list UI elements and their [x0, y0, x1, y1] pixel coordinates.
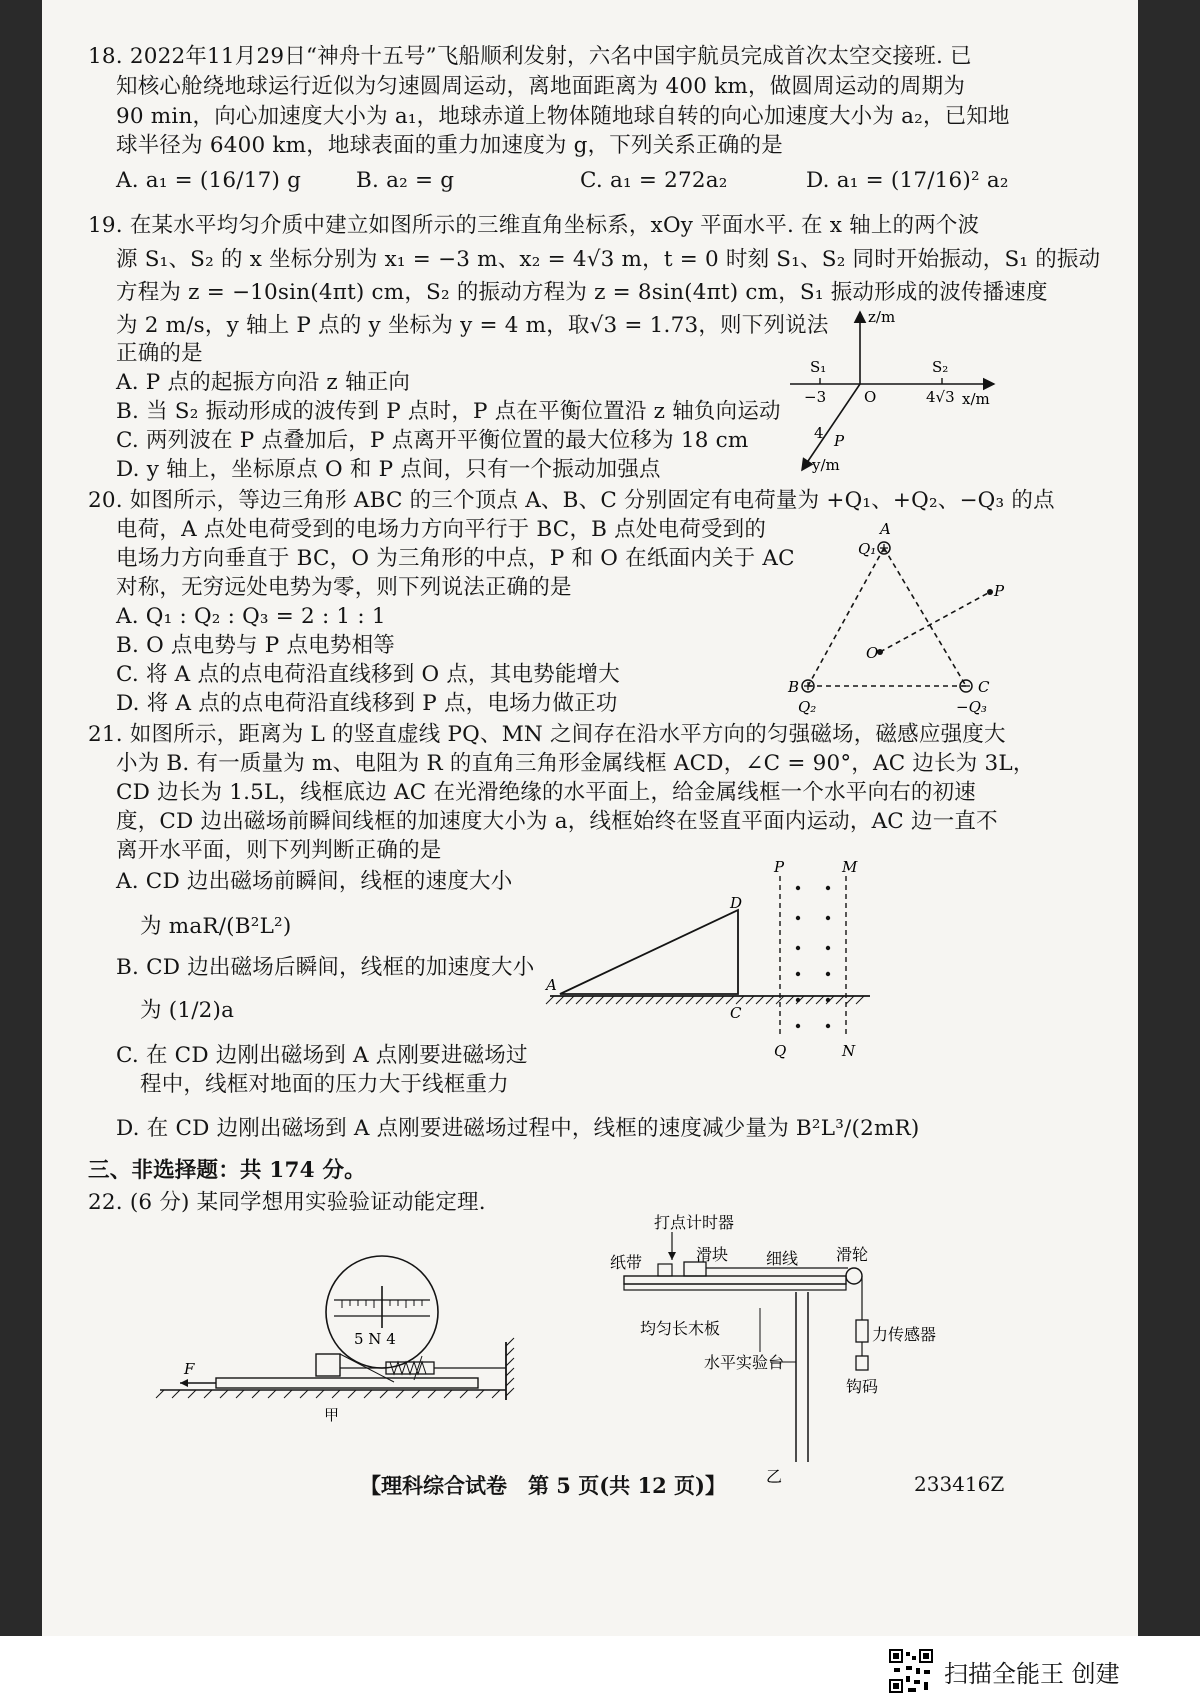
tape-label: 纸带: [610, 1253, 643, 1272]
q18-option-d: D. a₁ = (17/16)² a₂: [806, 168, 1009, 193]
q21-line1: 21. 如图所示，距离为 L 的竖直虚线 PQ、MN 之间存在沿水平方向的匀强磁场，磁感应强度大: [88, 722, 1006, 747]
q21-option-c-line2: 程中，线框对地面的压力大于线框重力: [140, 1072, 509, 1097]
p-point-label: P: [834, 432, 845, 450]
q21-option-a-line2: 为 maR/(B²L²): [140, 914, 292, 939]
point-p-label: P: [994, 582, 1005, 600]
weight-label: 钩码: [846, 1377, 879, 1396]
center-o-label: O: [866, 644, 879, 662]
q3-label: −Q₃: [956, 698, 987, 716]
q19-line2: 源 S₁、S₂ 的 x 坐标分别为 x₁ = −3 m、x₂ = 4√3 m，t = 0 时刻 S₁、S₂ 同时开始振动，S₁ 的振动: [116, 247, 1101, 272]
timer-label: 打点计时器: [654, 1213, 735, 1232]
figure-jia-caption: 甲: [324, 1406, 340, 1424]
q20-line2: 电荷，A 点处电荷受到的电场力方向平行于 BC，B 点处电荷受到的: [116, 517, 767, 542]
table-label: 水平实验台: [704, 1353, 785, 1372]
q20-option-d: D. 将 A 点的点电荷沿直线移到 P 点，电场力做正功: [116, 691, 618, 716]
q19-line4: 为 2 m/s，y 轴上 P 点的 y 坐标为 y = 4 m，取√3 = 1.73，则下列说法: [116, 313, 829, 338]
force-f-label: F: [184, 1360, 195, 1378]
x-axis-label: x/m: [962, 390, 990, 408]
q22-figure-jia: [150, 1250, 530, 1430]
q22-figure-yi: [600, 1212, 980, 1492]
q21-option-d: D. 在 CD 边刚出磁场到 A 点刚要进磁场过程中，线框的速度减少量为 B²L³/(2mR): [116, 1116, 920, 1141]
q1-label: Q₁: [858, 540, 877, 558]
q18-line1: 18. 2022年11月29日“神舟十五号”飞船顺利发射，六名中国宇航员完成首次太空交接班. 已: [88, 44, 972, 69]
page-footer-title: 【理科综合试卷 第 5 页(共 12 页)】: [360, 1473, 726, 1498]
q18-line4: 球半径为 6400 km，地球表面的重力加速度为 g，下列关系正确的是: [116, 133, 783, 158]
q18-option-b: B. a₂ = g: [356, 168, 455, 193]
q20-option-a: A. Q₁ : Q₂ : Q₃ = 2 : 1 : 1: [116, 604, 386, 629]
q21-option-b-line1: B. CD 边出磁场后瞬间，线框的加速度大小: [116, 955, 535, 980]
s2-label: S₂: [932, 358, 949, 376]
vertex-c-label: C: [730, 1004, 742, 1022]
line-p-label: P: [774, 858, 785, 876]
four-root3-label: 4√3: [926, 388, 955, 406]
q19-axes-figure: [780, 300, 1010, 480]
spring-scale-reading: 5 N 4: [354, 1330, 396, 1348]
vertex-a-label: A: [880, 520, 891, 538]
q19-option-d: D. y 轴上，坐标原点 O 和 P 点间，只有一个振动加强点: [116, 457, 661, 482]
q19-line5: 正确的是: [116, 341, 203, 366]
q18-option-a: A. a₁ = (16/17) g: [116, 168, 302, 193]
force-sensor-label: 力传感器: [872, 1325, 937, 1344]
board-label: 均匀长木板: [640, 1319, 721, 1338]
q19-option-b: B. 当 S₂ 振动形成的波传到 P 点时，P 点在平衡位置沿 z 轴负向运动: [116, 399, 781, 424]
q21-option-c-line1: C. 在 CD 边刚出磁场到 A 点刚要进磁场过: [116, 1043, 528, 1068]
q20-option-c: C. 将 A 点的点电荷沿直线移到 O 点，其电势能增大: [116, 662, 620, 687]
minus3-label: −3: [804, 388, 827, 406]
exam-code: 233416Z: [914, 1472, 1005, 1496]
q21-line4: 度，CD 边出磁场前瞬间线框的加速度大小为 a，线框始终在竖直平面内运动，AC 边一直不: [116, 809, 998, 834]
q19-line3: 方程为 z = −10sin(4πt) cm，S₂ 的振动方程为 z = 8sin(4πt) cm，S₁ 振动形成的波传播速度: [116, 280, 1048, 305]
q21-option-a-line1: A. CD 边出磁场前瞬间，线框的速度大小: [116, 869, 513, 894]
section3-heading: 三、非选择题：共 174 分。: [88, 1158, 366, 1183]
origin-label: O: [864, 388, 877, 406]
z-axis-label: z/m: [868, 308, 896, 326]
q21-line2: 小为 B. 有一质量为 m、电阻为 R 的直角三角形金属线框 ACD，∠C = 90°，AC 边长为 3L，: [116, 751, 1035, 776]
figure-yi-caption: 乙: [766, 1467, 783, 1486]
q19-option-a: A. P 点的起振方向沿 z 轴正向: [116, 370, 411, 395]
q20-line3: 电场力方向垂直于 BC，O 为三角形的中点，P 和 O 在纸面内关于 AC: [116, 546, 795, 571]
vertex-a-label: A: [546, 976, 557, 994]
q18-line2: 知核心舱绕地球运行近似为匀速圆周运动，离地面距离为 400 km，做圆周运动的周期为: [116, 74, 966, 99]
q20-triangle-figure: [780, 520, 1010, 720]
q22-line1: 22. (6 分) 某同学想用实验验证动能定理.: [88, 1190, 486, 1215]
vertex-b-label: B: [788, 678, 800, 696]
four-label: 4: [814, 424, 824, 442]
q2-label: Q₂: [798, 698, 817, 716]
pulley-label: 滑轮: [836, 1245, 869, 1264]
scanner-watermark: 扫描全能王 创建: [944, 1660, 1120, 1688]
line-n-label: N: [842, 1042, 856, 1060]
line-q-label: Q: [774, 1042, 787, 1060]
vertex-d-label: D: [730, 894, 743, 912]
q21-line3: CD 边长为 1.5L，线框底边 AC 在光滑绝缘的水平面上，给金属线框一个水平向右的初速: [116, 780, 976, 805]
qr-code-icon: [888, 1648, 934, 1694]
q19-line1: 19. 在某水平均匀介质中建立如图所示的三维直角坐标系，xOy 平面水平. 在 x 轴上的两个波: [88, 213, 980, 238]
q18-option-c: C. a₁ = 272a₂: [580, 168, 728, 193]
line-m-label: M: [842, 858, 858, 876]
q21-magnetic-field-figure: [540, 858, 880, 1068]
y-axis-label: y/m: [812, 456, 840, 474]
q20-line4: 对称，无穷远处电势为零，则下列说法正确的是: [116, 575, 572, 600]
vertex-c-label: C: [978, 678, 990, 696]
q21-line5: 离开水平面，则下列判断正确的是: [116, 838, 442, 863]
q19-option-c: C. 两列波在 P 点叠加后，P 点离开平衡位置的最大位移为 18 cm: [116, 428, 749, 453]
q20-line1: 20. 如图所示，等边三角形 ABC 的三个顶点 A、B、C 分别固定有电荷量为 +Q₁、+Q₂、−Q₃ 的点: [88, 488, 1055, 513]
slider-label: 滑块: [696, 1245, 729, 1264]
s1-label: S₁: [810, 358, 827, 376]
q18-line3: 90 min，向心加速度大小为 a₁，地球赤道上物体随地球自转的向心加速度大小为 a₂，已知地: [116, 104, 1010, 129]
string-label: 细线: [766, 1249, 799, 1268]
q21-option-b-line2: 为 (1/2)a: [140, 998, 235, 1023]
q20-option-b: B. O 点电势与 P 点电势相等: [116, 633, 395, 658]
